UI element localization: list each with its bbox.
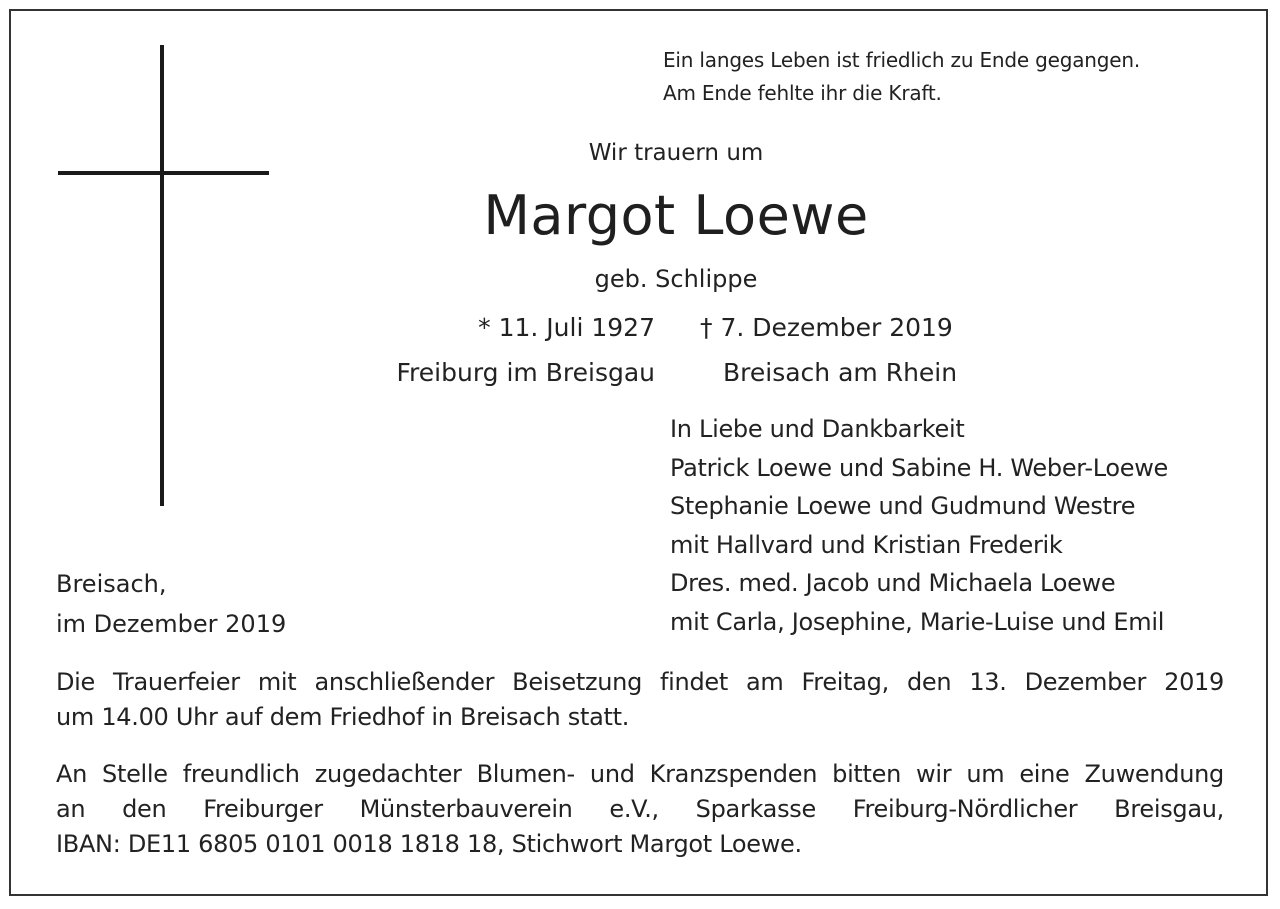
cross-horizontal-bar xyxy=(58,171,269,175)
place-line: Breisach, xyxy=(56,570,167,598)
motto-line-1: Ein langes Leben ist friedlich zu Ende gegangen. xyxy=(663,48,1141,72)
ceremony-notice xyxy=(56,665,1224,735)
date-line: im Dezember 2019 xyxy=(56,610,287,638)
mourners-line: Dres. med. Jacob und Michaela Loewe xyxy=(670,569,1116,597)
mourners-line: Patrick Loewe und Sabine H. Weber-Loewe xyxy=(670,453,1168,482)
donation-line-1: An Stelle freundlich zugedachter Blumen- und Kranzspenden bitten wir um eine Zuwendung xyxy=(56,760,1224,788)
death-date: † 7. Dezember 2019 xyxy=(700,313,953,342)
donation-line-3: IBAN: DE11 6805 0101 0018 1818 18, Stichwort Margot Loewe. xyxy=(56,830,802,858)
place-and-date xyxy=(56,564,286,644)
deceased-name: Margot Loewe xyxy=(483,184,869,247)
ceremony-line-1: Die Trauerfeier mit anschließender Beisetzung findet am Freitag, den 13. Dezember 2019 xyxy=(56,668,1224,696)
death-place: Breisach am Rhein xyxy=(723,358,958,387)
mourners-line: In Liebe und Dankbarkeit xyxy=(670,415,965,443)
born-name: geb. Schlippe xyxy=(594,265,758,293)
birth-date: * 11. Juli 1927 xyxy=(478,313,655,342)
motto-line-2: Am Ende fehlte ihr die Kraft. xyxy=(663,81,942,105)
donation-notice xyxy=(56,757,1224,862)
mourners-line: mit Carla, Josephine, Marie-Luise und Emil xyxy=(670,607,1165,636)
donation-line-2: an den Freiburger Münsterbauverein e.V., Sparkasse Freiburg-Nördlicher Breisgau, xyxy=(56,795,1224,823)
mourners-line: Stephanie Loewe und Gudmund Westre xyxy=(670,492,1136,520)
birth-place: Freiburg im Breisgau xyxy=(396,358,655,387)
motto xyxy=(663,44,1140,110)
ceremony-line-2: um 14.00 Uhr auf dem Friedhof in Breisach statt. xyxy=(56,703,630,731)
mourners-line: mit Hallvard und Kristian Frederik xyxy=(670,530,1063,559)
intro-text: Wir trauern um xyxy=(588,140,764,166)
mourners-list xyxy=(670,410,1168,641)
